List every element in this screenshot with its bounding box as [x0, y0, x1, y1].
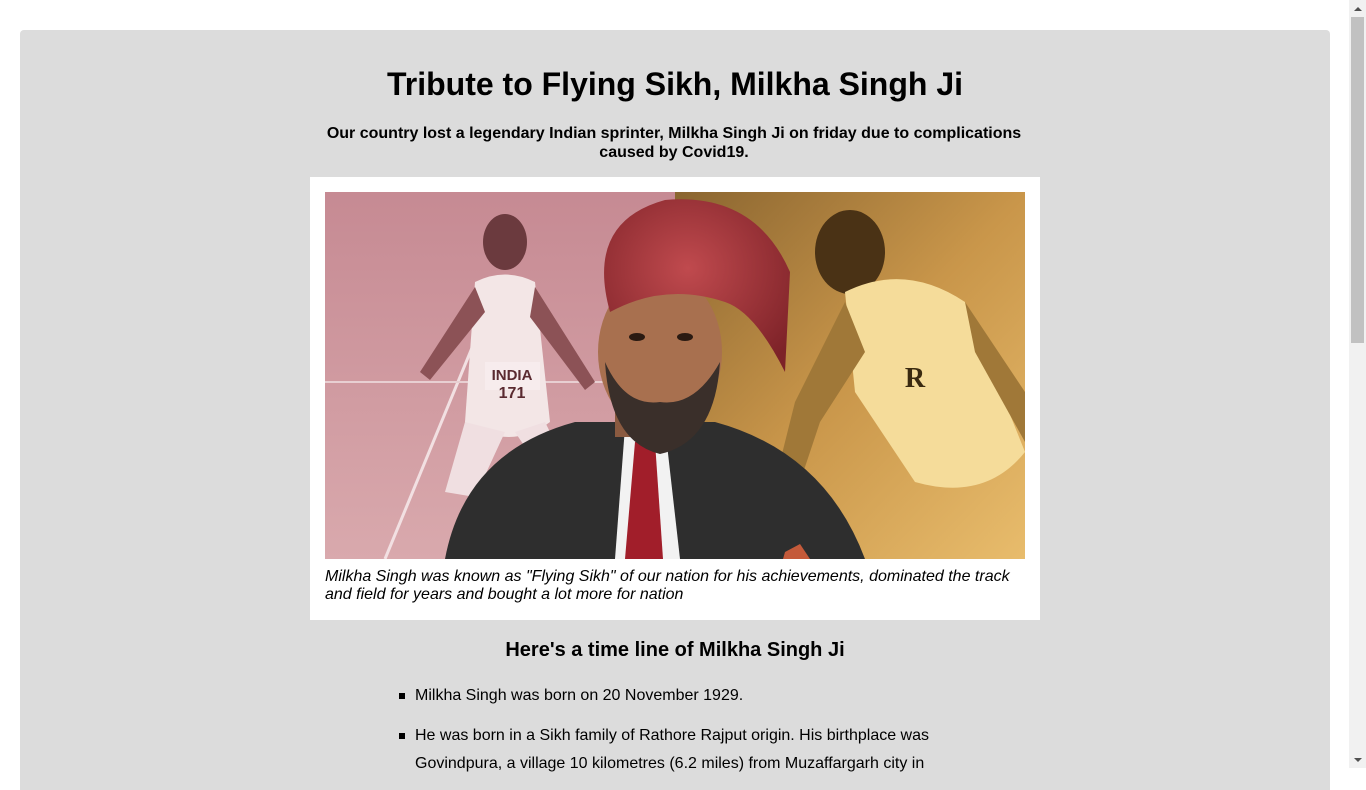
- timeline-item-text: Milkha Singh was born on 20 November 1929.: [415, 687, 744, 704]
- timeline-item: [395, 682, 955, 710]
- vertical-scrollbar[interactable]: [1349, 0, 1366, 768]
- tribute-photo-collage: [325, 192, 1025, 559]
- image-figure: [310, 177, 1040, 620]
- svg-text:R: R: [904, 363, 926, 394]
- svg-text:INDIA: INDIA: [491, 367, 533, 384]
- arrow-up-icon: [1354, 7, 1362, 11]
- square-bullet-icon: [399, 733, 405, 739]
- tribute-image: [325, 192, 1025, 559]
- timeline-heading: Here's a time line of Milkha Singh Ji: [505, 639, 845, 661]
- scrollbar-thumb[interactable]: [1351, 17, 1364, 343]
- timeline-item: [395, 722, 955, 778]
- scroll-up-button[interactable]: [1349, 0, 1366, 17]
- page-subtitle: Our country lost a legendary Indian sprinter, Milkha Singh Ji on friday due to complications caused by Covid19.: [326, 125, 1022, 161]
- timeline-item-text: He was born in a Sikh family of Rathore Rajput origin. His birthplace was Govindpura, a village 10 kilometres (6.2 miles) from Muzaffargarh city in: [415, 727, 930, 772]
- image-caption: Milkha Singh was known as "Flying Sikh" of our nation for his achievements, dominated the track and field for years and bought a lot more for nation: [325, 568, 1010, 603]
- scroll-down-button[interactable]: [1349, 751, 1366, 768]
- page-title: Tribute to Flying Sikh, Milkha Singh Ji: [386, 66, 964, 102]
- svg-text:171: 171: [498, 385, 526, 402]
- square-bullet-icon: [399, 693, 405, 699]
- tribute-page: [20, 30, 1330, 790]
- timeline-list: [395, 682, 955, 790]
- arrow-down-icon: [1354, 758, 1362, 762]
